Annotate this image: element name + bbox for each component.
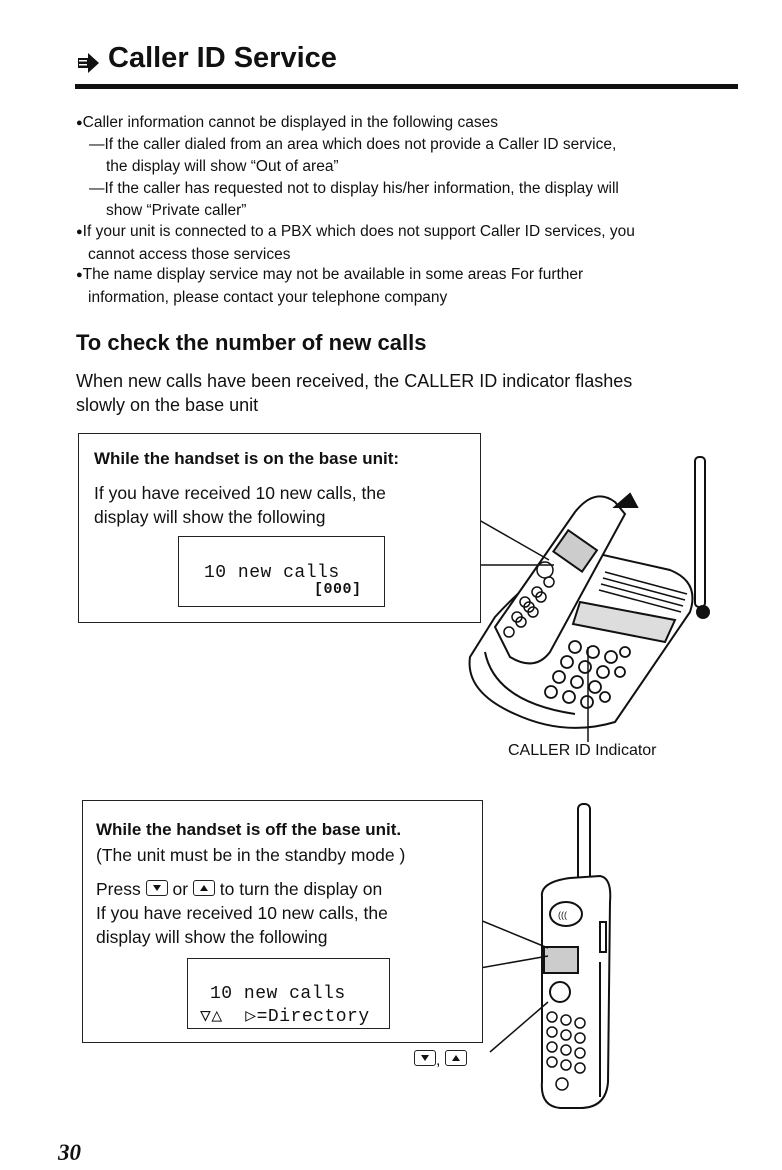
page-number: 30: [58, 1140, 81, 1165]
box-off-base-subtitle: (The unit must be in the standby mode ): [96, 845, 406, 865]
header-rule: [75, 84, 738, 89]
down-key-icon: [146, 880, 168, 896]
note-5: ●The name display service may not be available in some areas For further information, please contact your telephone company: [76, 266, 584, 306]
section-intro: When new calls have been received, the CALLER ID indicator flashes slowly on the base unit: [76, 371, 633, 415]
box-off-base-text: If you have received 10 new calls, the display will show the following: [96, 903, 388, 947]
note-2: —If the caller dialed from an area which does not provide a Caller ID service, the display will show “Out of area”: [89, 136, 617, 175]
lcd-display-1: [178, 536, 385, 607]
box-off-base-press-line: Press or to turn the display on: [96, 879, 383, 899]
up-key-icon: [193, 880, 215, 896]
page-title: Caller ID Service: [108, 42, 337, 74]
up-key-icon: [445, 1050, 467, 1066]
down-key-icon: [414, 1050, 436, 1066]
lcd-1-line-1: 10 new calls: [204, 563, 340, 583]
box-on-base-text: If you have received 10 new calls, the display will show the following: [94, 483, 386, 527]
key-caption: ,: [414, 1050, 467, 1070]
arrow-hand-icon: [76, 52, 100, 74]
note-3: —If the caller has requested not to display his/her information, the display will show “Private caller”: [89, 180, 619, 219]
box-off-base-title: While the handset is off the base unit.: [96, 820, 402, 839]
lcd-display-2: [187, 958, 390, 1029]
note-4: ●If your unit is connected to a PBX which does not support Caller ID services, you cannot access those services: [76, 223, 635, 263]
caller-id-indicator-label: CALLER ID Indicator: [508, 742, 657, 759]
box-on-base-title: While the handset is on the base unit:: [94, 449, 400, 468]
lcd-1-line-2: [000]: [314, 581, 362, 598]
section-heading: To check the number of new calls: [76, 330, 427, 355]
lcd-2-line-1: 10 new calls: [210, 984, 346, 1004]
svg-text:(((: (((: [558, 910, 567, 920]
note-1: ●Caller information cannot be displayed in the following cases: [76, 114, 498, 131]
lcd-2-line-2: ▽△ ▷=Directory: [200, 1007, 370, 1027]
